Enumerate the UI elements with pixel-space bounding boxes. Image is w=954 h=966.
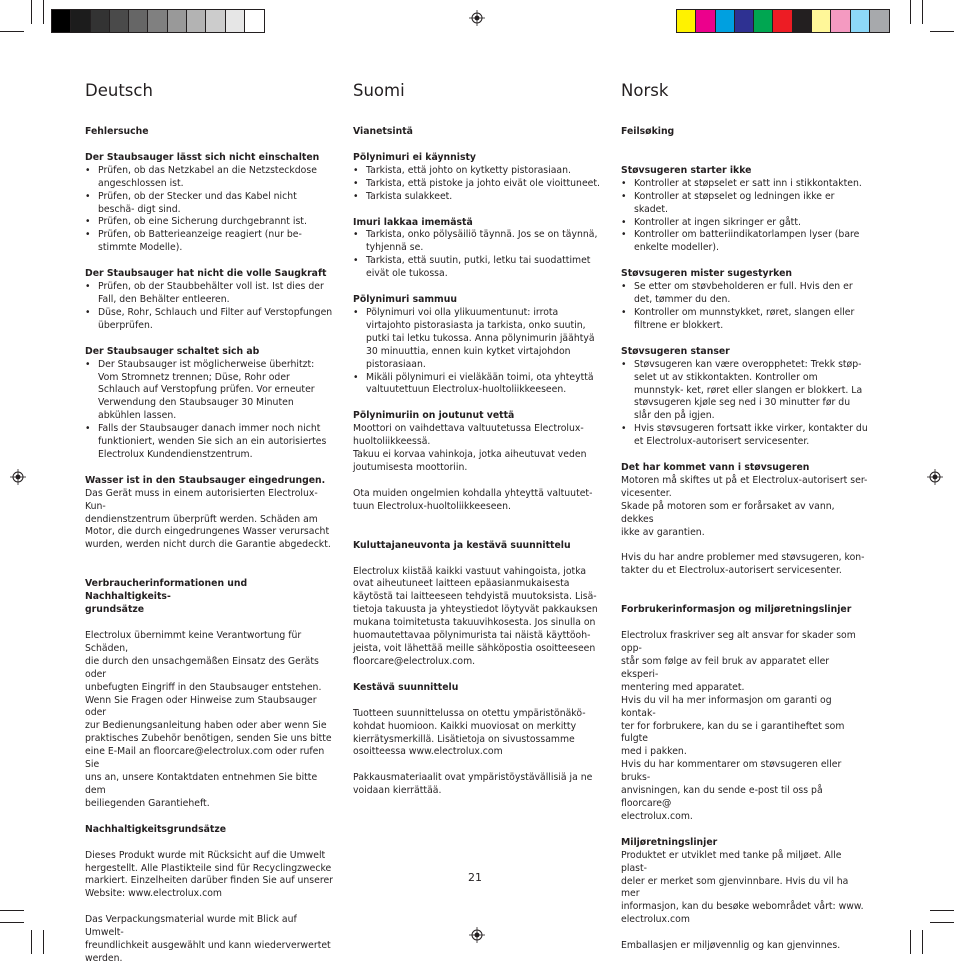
- crop-mark: [0, 31, 24, 32]
- list-item: • Tarkista, onko pölysäiliö täynnä. Jos se on täynnä, tyhjennä se.: [353, 229, 601, 255]
- list-item: • Kontroller at ingen sikringer er gått.: [621, 217, 869, 230]
- subheading: Verbraucherinformationen und Nachhaltigkeits- grundsätze: [85, 578, 248, 616]
- color-swatch: [735, 10, 754, 32]
- paragraph: Moottori on vaihdettava valtuutetussa Electrolux- huoltoliikkeessä. Takuu ei korvaa vahinkoja, jotka aiheutuvat veden joutumisesta moottoriin.: [353, 423, 587, 473]
- paragraph: Electrolux übernimmt keine Verantwortung für Schäden, die durch den unsachgemäßen Einsatz des Geräts oder unbefugten Eingriff in den Staubsauger entstehen. Wenn Sie Fragen oder Hinweise zum Staubsauger oder zur Bedienungsanleitung haben oder aber wenn Sie praktisches Zubehör benötigen, senden Sie uns bitte eine E-Mail an floorcare@electrolux.com oder rufen Sie uns an, unsere Kontaktdaten entnehmen Sie bitte dem beiliegenden Garantieheft.: [85, 630, 332, 809]
- list-item: • Düse, Rohr, Schlauch und Filter auf Verstopfungen überprüfen.: [85, 307, 333, 333]
- list-item: • Kontroller at støpselet og ledningen ikke er skadet.: [621, 191, 869, 217]
- registration-mark-icon: [469, 927, 485, 943]
- subheading: Wasser ist in den Staubsauger eingedrungen.: [85, 474, 326, 486]
- crop-mark: [930, 31, 954, 32]
- bullet-list: [85, 281, 333, 333]
- paragraph: Electrolux kiistää kaikki vastuut vahingoista, jotka ovat aiheutuneet laitteen epäasianmukaisesta käytöstä tai laitteeseen tehdyistä muutoksista. Lisä- tietoja takuusta ja yhteystiedot löytyvät pakkauksen mukana toimitetusta takuuvihkosesta. Jos sinulla on huomautettavaa pölynimurista tai näistä käyttöoh- jeista, voit lähettää meille sähköpostia osoitteeseen floorcare@electrolux.com.: [353, 565, 598, 667]
- registration-mark-icon: [927, 469, 943, 485]
- paragraph: Motoren må skiftes ut på et Electrolux-autorisert ser- vicesenter. Skade på motoren som er forårsaket av vann, dekkes ikke av garantien.: [621, 474, 868, 538]
- subheading: Der Staubsauger hat nicht die volle Saugkraft: [85, 268, 327, 280]
- color-swatch: [812, 10, 831, 32]
- list-item: • Der Staubsauger ist möglicherweise überhitzt: Vom Stromnetz trennen; Düse, Rohr oder Schlauch auf Verstopfung prüfen. Vor erneuter Verwendung den Staubsauger 30 Minuten abkühlen lassen.: [85, 359, 333, 424]
- list-item: • Kontroller at støpselet er satt inn i stikkontakten.: [621, 178, 869, 191]
- list-item: • Tarkista, että johto on kytketty pistorasiaan.: [353, 165, 601, 178]
- heading: Fehlersuche: [85, 126, 149, 137]
- list-item: • Se etter om støvbeholderen er full. Hvis den er det, tømmer du den.: [621, 281, 869, 307]
- heading: Vianetsintä: [353, 126, 413, 137]
- color-swatch: [773, 10, 792, 32]
- paragraph: Ota muiden ongelmien kohdalla yhteyttä valtuutet- tuun Electrolux-huoltoliikkeeseen.: [353, 487, 593, 512]
- color-swatch: [851, 10, 870, 32]
- page-number: 21: [468, 871, 482, 884]
- section-title: Suomi: [353, 81, 405, 100]
- crop-mark: [922, 0, 923, 24]
- subheading: Forbrukerinformasjon og miljøretningslinjer: [621, 604, 852, 616]
- registration-mark-icon: [469, 10, 485, 26]
- list-item: • Kontroller om munnstykket, røret, slangen eller filtrene er blokkert.: [621, 307, 869, 333]
- list-item: • Prüfen, ob eine Sicherung durchgebrannt ist.: [85, 216, 333, 229]
- bullet-list: [353, 229, 601, 281]
- subheading: Der Staubsauger lässt sich nicht einschalten: [85, 151, 320, 163]
- crop-mark: [31, 0, 32, 24]
- bullet-list: [85, 165, 333, 255]
- list-item: • Hvis støvsugeren fortsatt ikke virker, kontakter du et Electrolux-autorisert servicesenter.: [621, 423, 869, 449]
- crop-mark: [910, 0, 911, 24]
- section-title: Norsk: [621, 81, 669, 100]
- subheading: Der Staubsauger schaltet sich ab: [85, 345, 260, 357]
- list-item: • Prüfen, ob der Stecker und das Kabel nicht beschä- digt sind.: [85, 191, 333, 217]
- subheading: Pölynimuri sammuu: [353, 294, 457, 306]
- subheading: Pölynimuri ei käynnisty: [353, 151, 476, 163]
- crop-mark: [43, 930, 44, 954]
- crop-mark: [930, 910, 954, 911]
- subheading: Miljøretningslinjer: [621, 836, 718, 848]
- color-swatch: [716, 10, 735, 32]
- subheading: Støvsugeren stanser: [621, 345, 730, 357]
- paragraph: Emballasjen er miljøvennlig og kan gjenvinnes.: [621, 940, 841, 952]
- color-swatch: [129, 10, 148, 32]
- grayscale-calibration-bar: [51, 9, 265, 33]
- paragraph: Tuotteen suunnittelussa on otettu ympäristönäkö- kohdat huomioon. Kaikki muoviosat on merkitty kierrätysmerkillä. Lisätietoja on sivustossamme osoitteessa www.electrolux.com: [353, 707, 586, 758]
- bullet-list: [85, 359, 333, 462]
- paragraph: Hvis du har andre problemer med støvsugeren, kon- takter du et Electrolux-autorisert servicesenter.: [621, 552, 865, 577]
- list-item: • Pölynimuri voi olla ylikuumentunut: irrota virtajohto pistorasiasta ja tarkista, onko suutin, putki tai letku tukossa. Anna pölynimurin jäähtyä 30 minuuttia, ennen kuin kytket virtajohdon pistorasiaan.: [353, 307, 601, 372]
- subheading: Det har kommet vann i støvsugeren: [621, 462, 810, 474]
- color-swatch: [677, 10, 696, 32]
- list-item: • Støvsugeren kan være overopphetet: Trekk støp- selet ut av stikkontakten. Kontroller om munnstyk- ket, røret eller slangen er blokkert. La støvsugeren kjøle seg ned i 30 minutter før du slår den på igjen.: [621, 359, 869, 424]
- bullet-list: [353, 307, 601, 397]
- section-title: Deutsch: [85, 81, 153, 100]
- column-suomi: [353, 81, 601, 798]
- subheading: Støvsugeren starter ikke: [621, 164, 752, 176]
- color-swatch: [226, 10, 245, 32]
- color-swatch: [870, 10, 889, 32]
- bullet-list: [621, 178, 869, 255]
- crop-mark: [922, 930, 923, 954]
- color-swatch: [52, 10, 71, 32]
- list-item: • Kontroller om batteriindikatorlampen lyser (bare enkelte modeller).: [621, 229, 869, 255]
- color-swatch: [206, 10, 225, 32]
- subheading: Nachhaltigkeitsgrundsätze: [85, 823, 227, 835]
- color-swatch: [91, 10, 110, 32]
- list-item: • Tarkista, että pistoke ja johto eivät ole vioittuneet.: [353, 178, 601, 191]
- list-item: • Falls der Staubsauger danach immer noch nicht funktioniert, wenden Sie sich an ein autorisiertes Electrolux Kundendienstzentrum.: [85, 423, 333, 462]
- paragraph: Das Verpackungsmaterial wurde mit Blick auf Umwelt- freundlichkeit ausgewählt und kann wiederverwertet werden.: [85, 914, 331, 964]
- column-deutsch: [85, 81, 333, 966]
- color-calibration-bar: [676, 9, 890, 33]
- paragraph: Dieses Produkt wurde mit Rücksicht auf die Umwelt hergestellt. Alle Plastikteile sind für Recyclingzwecke markiert. Einzelheiten darüber finden Sie auf unserer Website: www.electrolux.com: [85, 849, 333, 900]
- list-item: • Tarkista sulakkeet.: [353, 191, 601, 204]
- column-norsk: [621, 81, 869, 953]
- color-swatch: [148, 10, 167, 32]
- color-swatch: [831, 10, 850, 32]
- list-item: • Tarkista, että suutin, putki, letku tai suodattimet eivät ole tukossa.: [353, 255, 601, 281]
- paragraph: Electrolux fraskriver seg alt ansvar for skader som opp- står som følge av feil bruk av apparatet eller eksperi- mentering med apparatet. Hvis du vil ha mer informasjon om garanti og kontak- ter for forbrukere, kan du se i garantiheftet som fulgte med i pakken. Hvis du har kommentarer om støvsugeren eller bruks- anvisningen, kan du sende e-post til oss på floorcare@ electrolux.com.: [621, 630, 856, 822]
- subheading: Pölynimuriin on joutunut vettä: [353, 410, 515, 422]
- color-swatch: [696, 10, 715, 32]
- color-swatch: [71, 10, 90, 32]
- bullet-list: [621, 281, 869, 333]
- paragraph: Pakkausmateriaalit ovat ympäristöystävällisiä ja ne voidaan kierrättää.: [353, 772, 593, 797]
- list-item: • Prüfen, ob Batterieanzeige reagiert (nur be- stimmte Modelle).: [85, 229, 333, 255]
- crop-mark: [910, 930, 911, 954]
- heading: Feilsøking: [621, 126, 675, 137]
- list-item: • Prüfen, ob der Staubbehälter voll ist. Ist dies der Fall, den Behälter entleeren.: [85, 281, 333, 307]
- color-swatch: [793, 10, 812, 32]
- bullet-list: [353, 165, 601, 204]
- subheading: Kuluttajaneuvonta ja kestävä suunnittelu: [353, 539, 571, 551]
- crop-mark: [31, 930, 32, 954]
- crop-mark: [0, 922, 24, 923]
- crop-mark: [930, 922, 954, 923]
- bullet-list: [621, 359, 869, 449]
- registration-mark-icon: [10, 469, 26, 485]
- crop-mark: [0, 910, 24, 911]
- subheading: Støvsugeren mister sugestyrken: [621, 268, 793, 280]
- color-swatch: [187, 10, 206, 32]
- color-swatch: [754, 10, 773, 32]
- color-swatch: [168, 10, 187, 32]
- subheading: Imuri lakkaa imemästä: [353, 216, 473, 228]
- crop-mark: [43, 0, 44, 24]
- paragraph: Das Gerät muss in einem autorisierten Electrolux-Kun- dendienstzentrum überprüft werden. Schäden am Motor, die durch eingedrungenes Wasser verursacht wurden, werden nicht durch die Garantie abgedeckt.: [85, 487, 331, 551]
- color-swatch: [245, 10, 264, 32]
- list-item: • Prüfen, ob das Netzkabel an die Netzsteckdose angeschlossen ist.: [85, 165, 333, 191]
- color-swatch: [110, 10, 129, 32]
- paragraph: Produktet er utviklet med tanke på miljøet. Alle plast- deler er merket som gjenvinnbare. Hvis du vil ha mer informasjon, kan du besøke webområdet vårt: www. electrolux.com: [621, 849, 864, 926]
- subheading: Kestävä suunnittelu: [353, 681, 459, 693]
- list-item: • Mikäli pölynimuri ei vieläkään toimi, ota yhteyttä valtuutettuun Electrolux-huoltoliikkeeseen.: [353, 372, 601, 398]
